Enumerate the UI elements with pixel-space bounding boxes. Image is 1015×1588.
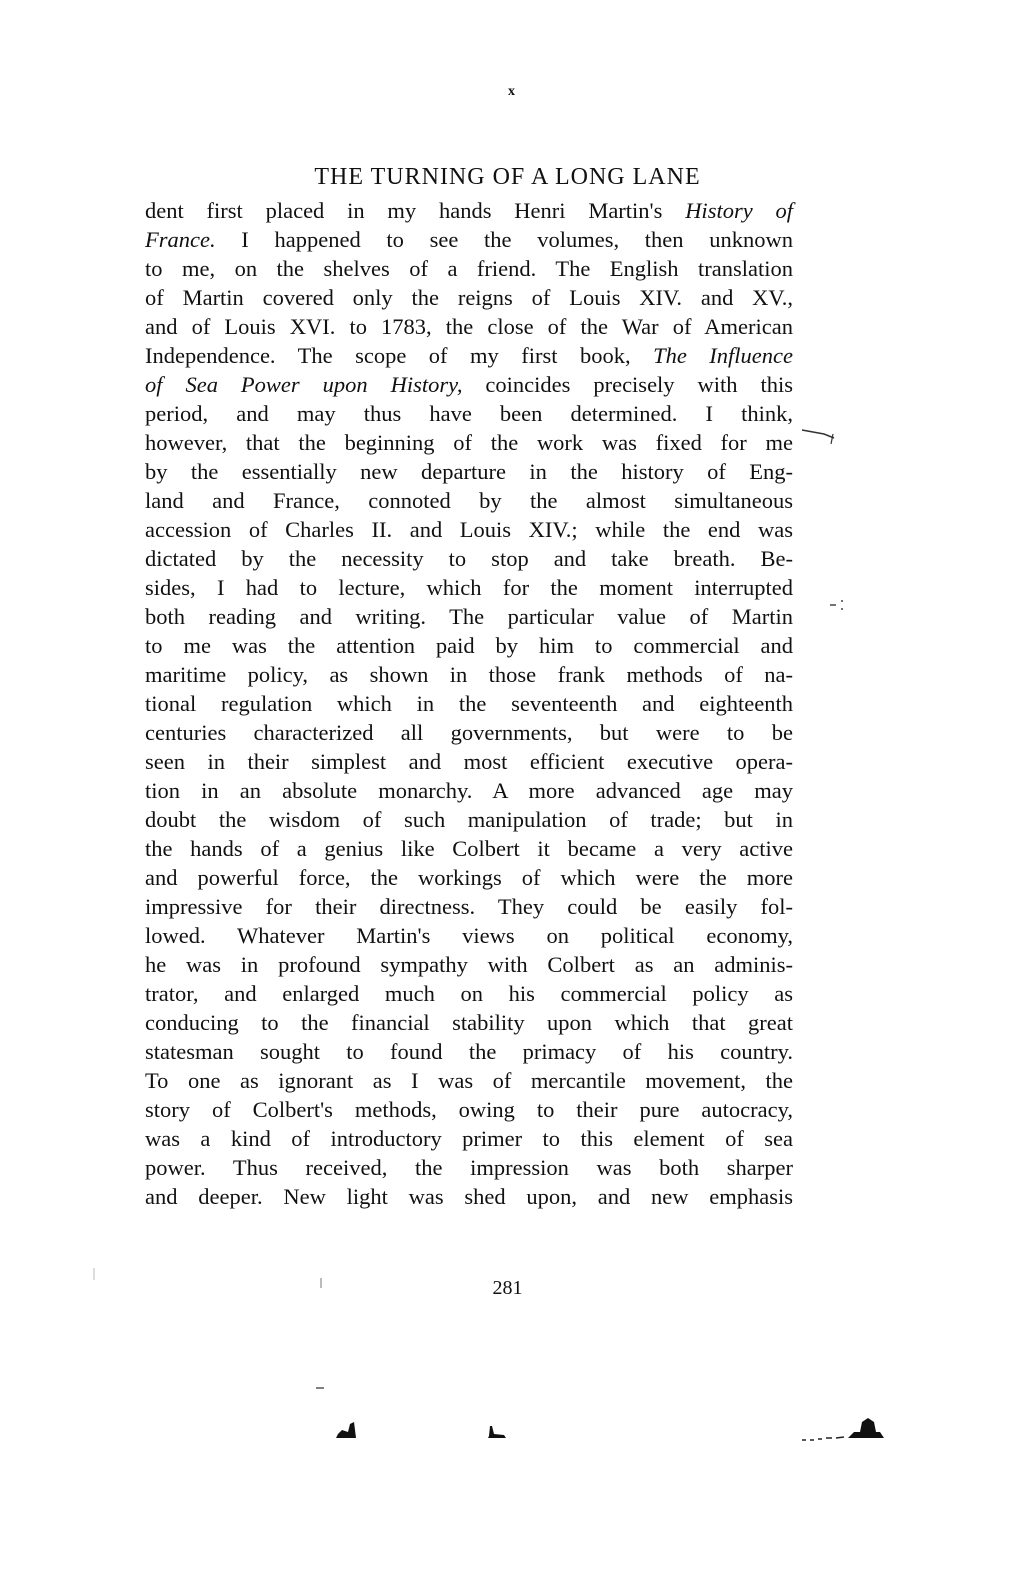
text-line <box>145 1124 793 1153</box>
text-line <box>145 660 793 689</box>
line-text: tion in an absolute monarchy. A more advanced age may <box>145 778 793 803</box>
line-text: however, that the beginning of the work was fixed for me <box>145 430 793 455</box>
line-text: of Martin covered only the reigns of Louis XIV. and XV., <box>145 285 793 310</box>
italic-text: of Sea Power upon History, <box>145 372 463 397</box>
text-line <box>145 457 793 486</box>
top-mark: x <box>508 84 515 99</box>
text-line <box>145 834 793 863</box>
text-line <box>145 805 793 834</box>
text-line <box>145 254 793 283</box>
line-text: tional regulation which in the seventeenth and eighteenth <box>145 691 793 716</box>
italic-text: History of <box>685 198 793 223</box>
italic-text: The Influence <box>653 343 793 368</box>
line-text: I happened to see the volumes, then unknown <box>215 227 793 252</box>
text-line <box>145 399 793 428</box>
line-text: trator, and enlarged much on his commercial policy as <box>145 981 793 1006</box>
text-line <box>145 515 793 544</box>
line-text: story of Colbert's methods, owing to their pure autocracy, <box>145 1097 793 1122</box>
line-text: Independence. The scope of my first book, <box>145 343 654 368</box>
line-text: and of Louis XVI. to 1783, the close of the War of American <box>145 314 793 339</box>
line-text: and powerful force, the workings of which were the more <box>145 865 793 890</box>
text-line <box>145 196 793 225</box>
text-line <box>145 776 793 805</box>
line-text: period, and may thus have been determined. I think, <box>145 401 793 426</box>
small-tick-mark <box>318 1278 324 1290</box>
text-line <box>145 1182 793 1211</box>
text-line <box>145 892 793 921</box>
text-line <box>145 979 793 1008</box>
text-line <box>145 950 793 979</box>
line-text: and deeper. New light was shed upon, and new emphasis <box>145 1184 793 1209</box>
running-head: THE TURNING OF A LONG LANE <box>314 164 701 190</box>
margin-bracket-mark <box>800 420 840 450</box>
bottom-center-blot <box>484 1424 510 1442</box>
line-text: accession of Charles II. and Louis XIV.; while the end was <box>145 517 793 542</box>
line-text: statesman sought to found the primacy of his country. <box>145 1039 793 1064</box>
text-line <box>145 486 793 515</box>
text-line <box>145 283 793 312</box>
text-line <box>145 428 793 457</box>
text-line <box>145 341 793 370</box>
line-text: maritime policy, as shown in those frank methods of na- <box>145 662 793 687</box>
line-text: coincides precisely with this <box>462 372 793 397</box>
bottom-right-blot <box>800 1416 890 1444</box>
text-line <box>145 921 793 950</box>
line-text: lowed. Whatever Martin's views on political economy, <box>145 923 793 948</box>
text-line <box>145 863 793 892</box>
line-text: was a kind of introductory primer to this element of sea <box>145 1126 793 1151</box>
line-text: centuries characterized all governments, but were to be <box>145 720 793 745</box>
line-text: dent first placed in my hands Henri Martin's <box>145 198 686 223</box>
line-text: sides, I had to lecture, which for the moment interrupted <box>145 575 793 600</box>
small-dash-mark <box>316 1385 326 1391</box>
line-text: seen in their simplest and most efficient executive opera- <box>145 749 793 774</box>
text-line <box>145 1153 793 1182</box>
text-line <box>145 631 793 660</box>
line-text: To one as ignorant as I was of mercantile movement, the <box>145 1068 793 1093</box>
text-line <box>145 747 793 776</box>
text-line <box>145 370 793 399</box>
text-line <box>145 573 793 602</box>
line-text: dictated by the necessity to stop and take breath. Be- <box>145 546 793 571</box>
line-text: by the essentially new departure in the history of Eng- <box>145 459 793 484</box>
text-line <box>145 312 793 341</box>
line-text: both reading and writing. The particular value of Martin <box>145 604 793 629</box>
text-line <box>145 718 793 747</box>
left-margin-line <box>90 1268 98 1282</box>
margin-dot-mark <box>828 595 848 615</box>
line-text: doubt the wisdom of such manipulation of trade; but in <box>145 807 793 832</box>
text-line <box>145 225 793 254</box>
text-line <box>145 1008 793 1037</box>
line-text: impressive for their directness. They could be easily fol- <box>145 894 793 919</box>
text-line <box>145 602 793 631</box>
text-line <box>145 1037 793 1066</box>
text-line <box>145 689 793 718</box>
line-text: he was in profound sympathy with Colbert as an adminis- <box>145 952 793 977</box>
line-text: to me was the attention paid by him to commercial and <box>145 633 793 658</box>
line-text: land and France, connoted by the almost simultaneous <box>145 488 793 513</box>
text-line <box>145 1095 793 1124</box>
page-number: 281 <box>492 1277 523 1299</box>
bottom-left-blot <box>332 1418 360 1442</box>
line-text: conducing to the financial stability upon which that great <box>145 1010 793 1035</box>
line-text: power. Thus received, the impression was both sharper <box>145 1155 793 1180</box>
body-text <box>145 196 793 1211</box>
italic-text: France. <box>145 227 216 252</box>
line-text: to me, on the shelves of a friend. The English translation <box>145 256 793 281</box>
line-text: the hands of a genius like Colbert it became a very active <box>145 836 793 861</box>
text-line <box>145 544 793 573</box>
text-line <box>145 1066 793 1095</box>
